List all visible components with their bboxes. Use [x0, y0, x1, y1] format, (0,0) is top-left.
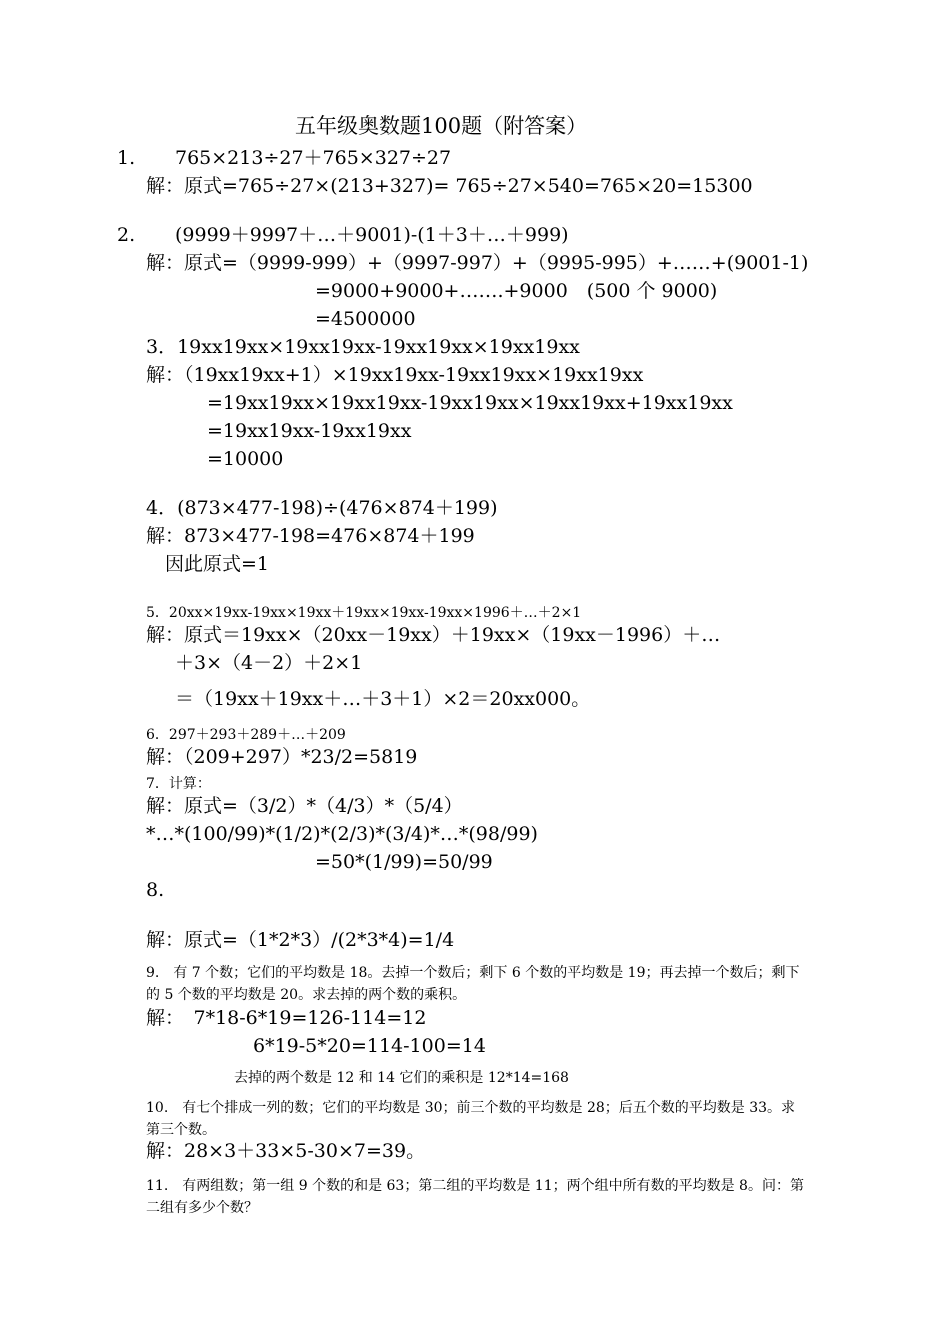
problem-9-solution-line-1: 解： 7*18-6*19=126-114=12: [146, 1007, 427, 1029]
problem-3-solution-line-2: =19xx19xx×19xx19xx-19xx19xx×19xx19xx+19xx19xx: [207, 392, 733, 414]
problem-3-solution-line-3: =19xx19xx-19xx19xx: [207, 420, 412, 442]
problem-7-solution-line-2: *…*(100/99)*(1/2)*(2/3)*(3/4)*…*(98/99): [146, 823, 538, 845]
page-title: 五年级奥数题100题（附答案）: [295, 114, 588, 138]
problem-4-solution-line-2: 因此原式=1: [165, 553, 270, 575]
problem-1-solution: 解：原式=765÷27×(213+327)= 765÷27×540=765×20=15300: [146, 175, 753, 197]
problem-8-number: 8.: [146, 879, 165, 901]
problem-4-question: 4．(873×477-198)÷(476×874＋199): [146, 497, 498, 519]
problem-1-number: 1.: [117, 147, 136, 169]
problem-8-solution: 解：原式=（1*2*3）/(2*3*4)=1/4: [146, 929, 455, 951]
problem-5-question: 5．20xx×19xx-19xx×19xx＋19xx×19xx-19xx×1996＋…＋2×1: [146, 605, 582, 621]
problem-11-question: 11. 有两组数；第一组 9 个数的和是 63；第二组的平均数是 11；两个组中所有数的平均数是 8。问：第二组有多少个数？: [146, 1178, 804, 1216]
problem-2-solution-line-1: 解：原式=（9999-999）+（9997-997）+（9995-995）+……+(9001-1): [146, 252, 809, 274]
problem-3-solution-line-1: 解：（19xx19xx+1）×19xx19xx-19xx19xx×19xx19xx: [146, 364, 644, 386]
problem-9-solution-line-3: 去掉的两个数是 12 和 14 它们的乘积是 12*14=168: [234, 1070, 569, 1086]
problem-6-question: 6．297＋293＋289＋…＋209: [146, 727, 346, 743]
problem-9-solution-line-2: 6*19-5*20=114-100=14: [253, 1035, 486, 1057]
problem-5-solution-line-2: ＋3×（4－2）＋2×1: [175, 652, 363, 674]
problem-7-solution-line-1: 解：原式=（3/2）*（4/3）*（5/4）: [146, 795, 463, 817]
problem-2-solution-line-3: =4500000: [315, 308, 416, 330]
problem-4-solution-line-1: 解：873×477-198=476×874＋199: [146, 525, 475, 547]
problem-3-solution-line-4: =10000: [207, 448, 284, 470]
problem-1-question: 765×213÷27＋765×327÷27: [175, 147, 452, 169]
problem-2-number: 2.: [117, 224, 136, 246]
problem-2-question: (9999＋9997＋…＋9001)-(1＋3＋…＋999): [175, 224, 569, 246]
problem-10-question: 10. 有七个排成一列的数；它们的平均数是 30；前三个数的平均数是 28；后五个数的平均数是 33。求第三个数。: [146, 1100, 796, 1138]
problem-5-solution-line-3: ＝（19xx＋19xx＋…＋3＋1）×2＝20xx000。: [175, 688, 591, 710]
problem-7-question: 7．计算：: [146, 776, 211, 792]
problem-2-solution-line-2: =9000+9000+…….+9000 (500 个 9000): [315, 280, 718, 302]
problem-7-solution-line-3: =50*(1/99)=50/99: [315, 851, 493, 873]
problem-3-question: 3．19xx19xx×19xx19xx-19xx19xx×19xx19xx: [146, 336, 580, 358]
problem-9-question: 9. 有 7 个数；它们的平均数是 18。去掉一个数后；剩下 6 个数的平均数是 19；再去掉一个数后；剩下的 5 个数的平均数是 20。求去掉的两个数的乘积。: [146, 965, 800, 1003]
problem-6-solution: 解：（209+297）*23/2=5819: [146, 746, 418, 768]
problem-10-solution: 解：28×3＋33×5-30×7=39。: [146, 1140, 426, 1162]
problem-5-solution-line-1: 解：原式＝19xx×（20xx－19xx）＋19xx×（19xx－1996）＋…: [146, 624, 721, 646]
